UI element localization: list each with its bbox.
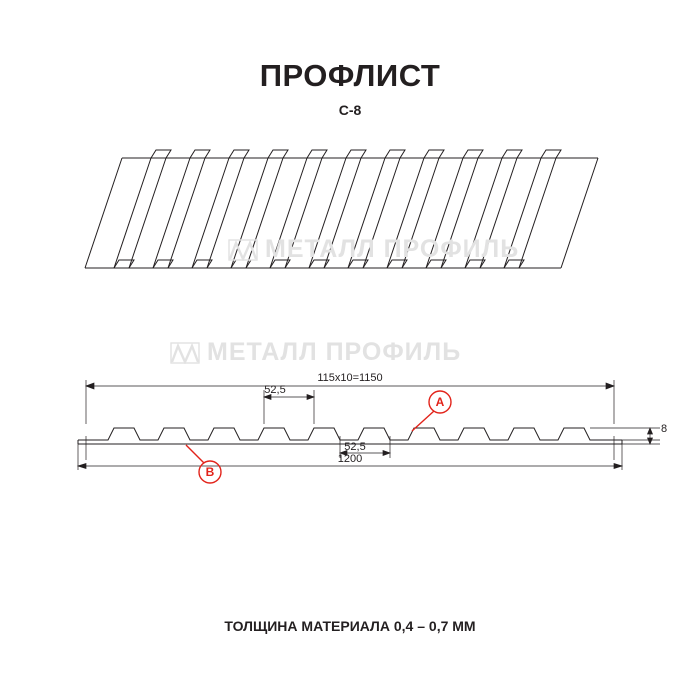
callout-b-label: B — [205, 465, 215, 479]
page-title: ПРОФЛИСТ — [259, 58, 441, 93]
dimension-height: 8 — [661, 423, 668, 435]
watermark-bottom-text: МЕТАЛЛ ПРОФИЛЬ — [207, 338, 462, 366]
dimension-overall-width: 1200 — [337, 453, 363, 465]
callout-a-label: A — [435, 395, 445, 409]
dimension-overall-working: 115х10=1150 — [317, 372, 383, 384]
isometric-view — [0, 140, 700, 310]
cross-section-view — [0, 340, 700, 500]
watermark-top-text: МЕТАЛЛ ПРОФИЛЬ — [265, 235, 520, 263]
material-thickness-note: ТОЛЩИНА МАТЕРИАЛА 0,4 – 0,7 ММ — [224, 618, 476, 634]
dimension-rib-pitch-bottom: 52,5 — [344, 441, 366, 453]
dimension-rib-pitch-top: 52,5 — [264, 384, 286, 396]
profile-code: С-8 — [338, 102, 362, 118]
